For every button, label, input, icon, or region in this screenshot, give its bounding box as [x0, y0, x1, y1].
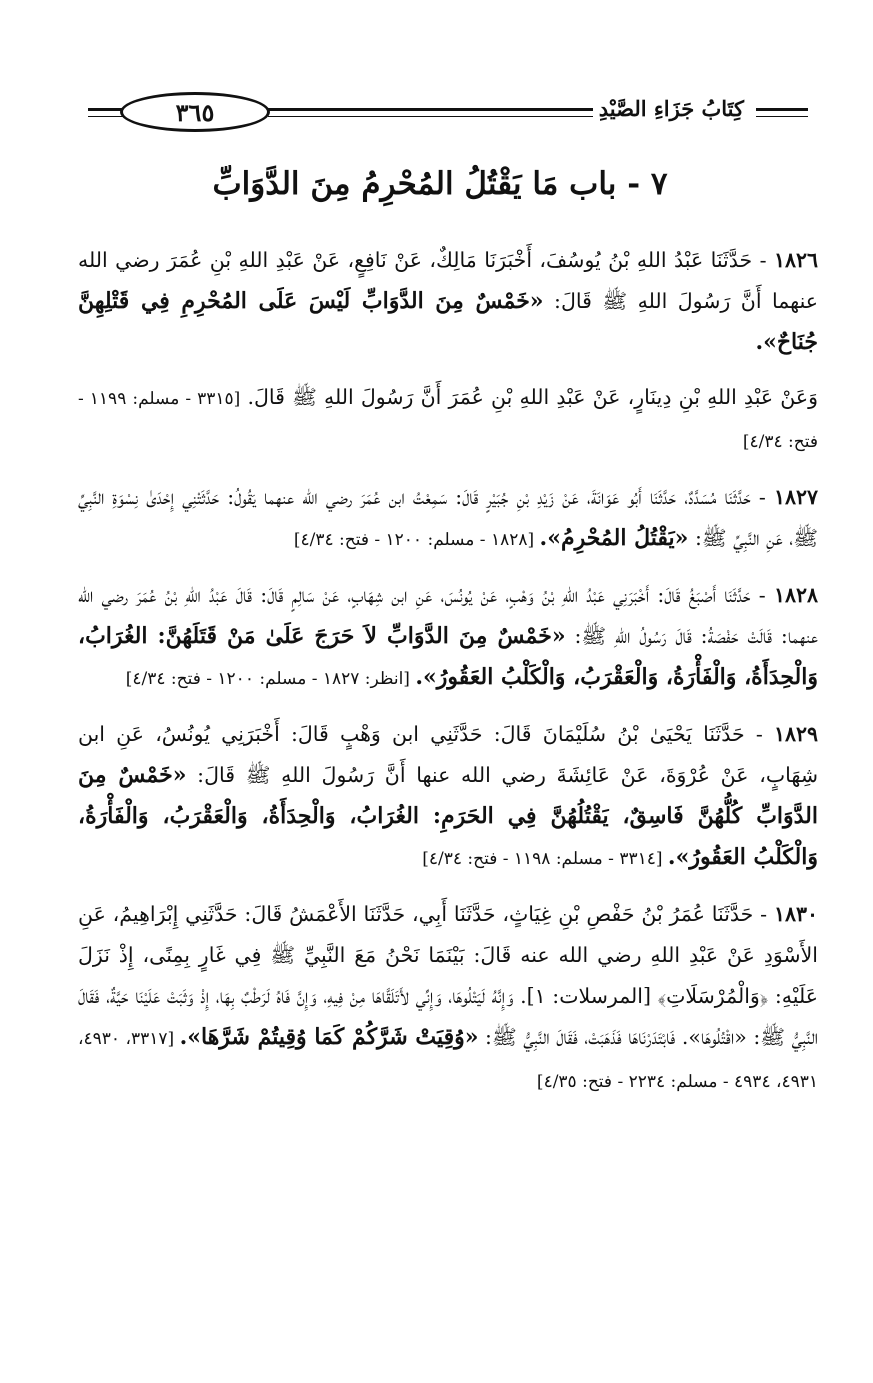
- page-number: [120, 92, 270, 132]
- hadith-matn: «خَمْسٌ مِنَ الدَّوَابِّ كُلُّهُنَّ فَاسِقٌ، يَقْتُلُهُنَّ فِي الحَرَمِ: الغُرَابُ، وَالْحِدَأَةُ، وَالْعَقْرَبُ، وَالْفَأْرَةُ، وَالْكَلْبُ العَقُورُ».: [78, 762, 818, 870]
- hadith-number: ١٨٢٧: [773, 485, 818, 509]
- hadith-isnad: - حَدَّثَنَا مُسَدَّدٌ، حَدَّثَنَا أَبُو عَوَانَةَ، عَنْ زَيْدِ بْنِ جُبَيْرٍ قَالَ: سَمِعْتُ ابن عُمَرَ رضي الله عنهما يَقُولُ: حَدَّثَتْنِي إِحْدَىٰ نِسْوَةِ النَّبِيِّ ﷺ، عَنِ النَّبِيِّ ﷺ:: [78, 485, 818, 550]
- page-number-text: ٣٦٥: [175, 97, 215, 127]
- hadith-1827: [78, 477, 818, 561]
- running-title: كِتَابُ جَزَاءِ الصَّيْدِ: [593, 96, 750, 121]
- header-rule-right: [756, 108, 808, 111]
- hadith-number: ١٨٢٨: [773, 583, 818, 607]
- hadith-1829: [78, 714, 818, 880]
- hadith-matn: «خَمْسٌ مِنَ الدَّوَابِّ لَيْسَ عَلَى المُحْرِمِ فِي قَتْلِهِنَّ جُنَاحٌ».: [78, 288, 818, 355]
- hadith-isnad: - حَدَّثَنَا أَصْبَغُ قَالَ: أَخْبَرَنِي عَبْدُ اللهِ بْنُ وَهْبٍ، عَنْ يُونُسَ، عَنِ ابن شِهَابٍ، عَنْ سَالِمٍ قَالَ: قَالَ عَبْدُ اللهِ بْنُ عُمَرَ رضي الله عنهما: قَالَتْ حَفْصَةُ: قَالَ رَسُولُ اللهِ ﷺ:: [78, 583, 818, 648]
- hadith-1828: [78, 575, 818, 700]
- hadith-list: [78, 240, 818, 1117]
- running-header: [88, 88, 808, 138]
- hadith-reference: [١٨٢٨ - مسلم: ١٢٠٠ - فتح: ٤/٣٤]: [293, 530, 540, 550]
- hadith-1830: [78, 894, 818, 1103]
- hadith-1826: [78, 240, 818, 363]
- chapter-title: ٧ - باب مَا يَقْتُلُ المُحْرِمُ مِنَ الدَّوَابِّ: [212, 166, 668, 202]
- hadith-reference: [٣٣١٤ - مسلم: ١١٩٨ - فتح: ٤/٣٤]: [422, 849, 668, 869]
- hadith-isnad: - حَدَّثَنَا يَحْيَىٰ بْنُ سُلَيْمَانَ قَالَ: حَدَّثَنِي ابن وَهْبٍ قَالَ: أَخْبَرَنِي يُونُسُ، عَنِ ابن شِهَابٍ، عَنْ عُرْوَةَ، عَنْ عَائِشَةَ رضي الله عنها أَنَّ رَسُولَ اللهِ ﷺ قَالَ:: [78, 722, 818, 787]
- hadith-matn: «خَمْسٌ مِنَ الدَّوَابِّ لاَ حَرَجَ عَلَىٰ مَنْ قَتَلَهُنَّ: الغُرَابُ، وَالْحِدَأَةُ، وَالْفَأْرَةُ، وَالْعَقْرَبُ، وَالْكَلْبُ العَقُورُ».: [78, 623, 818, 690]
- hadith-number: ١٨٣٠: [773, 902, 818, 926]
- hadith-extra: وَعَنْ عَبْدِ اللهِ بْنِ دِينَارٍ، عَنْ عَبْدِ اللهِ بْنِ عُمَرَ أَنَّ رَسُولَ اللهِ ﷺ قَالَ.: [240, 385, 818, 409]
- header-rule-right-thin: [756, 116, 808, 117]
- hadith-reference: [انظر: ١٨٢٧ - مسلم: ١٢٠٠ - فتح: ٤/٣٤]: [125, 669, 416, 689]
- hadith-matn: «يَقْتُلُ المُحْرِمُ».: [539, 525, 689, 551]
- hadith-matn: «وُقِيَتْ شَرَّكُمْ كَمَا وُقِيتُمْ شَرَّهَا».: [179, 1024, 479, 1050]
- hadith-1826-extra: [78, 377, 818, 463]
- hadith-number: ١٨٢٩: [773, 722, 818, 746]
- hadith-number: ١٨٢٦: [773, 248, 818, 272]
- hadith-reference: [٣٣١٧، ٤٩٣٠، ٤٩٣١، ٤٩٣٤ - مسلم: ٢٢٣٤ - فتح: ٤/٣٥]: [78, 1029, 818, 1092]
- hadith-isnad: - حَدَّثَنَا عُمَرُ بْنُ حَفْصِ بْنِ غِيَاثٍ، حَدَّثَنَا أَبِي، حَدَّثَنَا الأَعْمَشُ قَالَ: حَدَّثَنِي إِبْرَاهِيمُ، عَنِ الأَسْوَدِ عَنْ عَبْدِ اللهِ رضي الله عنه قَالَ: بَيْنَمَا نَحْنُ مَعَ النَّبِيِّ ﷺ فِي غَارٍ بِمِنًى، إِذْ نَزَلَ عَلَيْهِ: ﴿وَالْمُرْسَلَاتِ﴾ [المرسلات: ١]. وَإِنَّهُ لَيَتْلُوهَا، وَإِنِّي لأَتَلَقَّاهَا مِنْ فِيهِ، وَإِنَّ فَاهُ لَرَطْبٌ بِهَا، إِذْ وَثَبَتْ عَلَيْنَا حَيَّةٌ، فَقَالَ النَّبِيُّ ﷺ: «اقْتُلُوهَا». فَابْتَدَرْنَاهَا فَذَهَبَتْ، فَقَالَ النَّبِيُّ ﷺ:: [78, 902, 819, 1049]
- hadith-isnad: - حَدَّثَنَا عَبْدُ اللهِ بْنُ يُوسُفَ، أَخْبَرَنَا مَالِكٌ، عَنْ نَافِعٍ، عَنْ عَبْدِ اللهِ بْنِ عُمَرَ رضي الله عنهما أَنَّ رَسُولَ اللهِ ﷺ قَالَ:: [78, 248, 818, 313]
- hadith-reference: [٣٣١٥ - مسلم: ١١٩٩ - فتح: ٤/٣٤]: [78, 389, 818, 452]
